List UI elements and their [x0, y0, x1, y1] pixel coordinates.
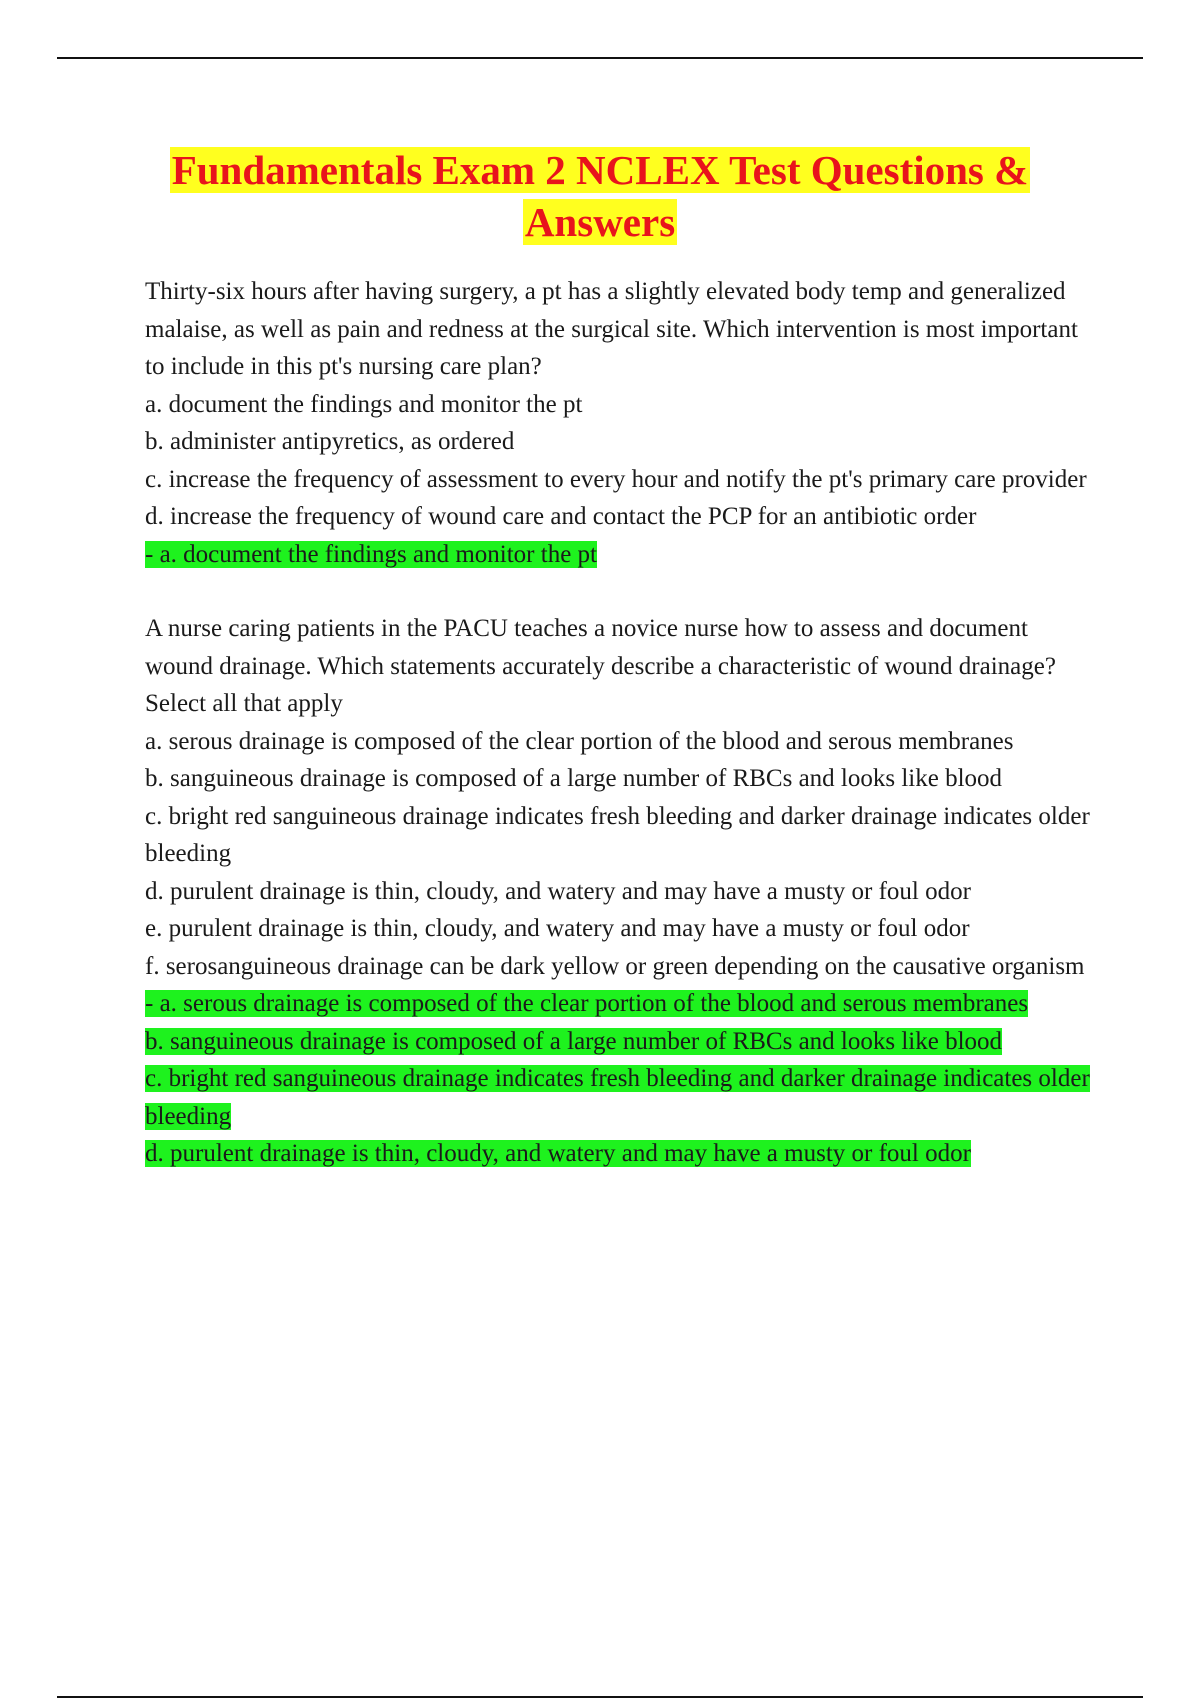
question-2-answer-c: c. bright red sanguineous drainage indicates fresh bleeding and darker drainage indicates older bleeding	[145, 1065, 1090, 1130]
bottom-rule	[57, 1696, 1143, 1698]
question-2	[145, 610, 1090, 1173]
question-2-option-f-line	[145, 948, 1090, 1023]
question-2-answer-b-line	[145, 1023, 1090, 1061]
question-2-option-a: a. serous drainage is composed of the clear portion of the blood and serous membranes	[145, 727, 1014, 755]
question-2-option-e: e. purulent drainage is thin, cloudy, and watery and may have a musty or foul odor	[145, 915, 970, 942]
question-1-option-b: b. administer antipyretics, as ordered	[145, 428, 515, 455]
document-body	[145, 273, 1090, 1210]
question-2-answer-d: d. purulent drainage is thin, cloudy, and watery and may have a musty or foul odor	[145, 1140, 971, 1167]
question-1-option-a: a. document the findings and monitor the pt	[145, 390, 583, 418]
question-2-answer-a: - a. serous drainage is composed of the clear portion of the blood and serous membranes	[145, 990, 1029, 1017]
question-2-option-f: f. serosanguineous drainage can be dark yellow or green depending on the causative organism	[145, 952, 1085, 980]
question-2-answer-d-line	[145, 1135, 1090, 1173]
question-2-answer-b: b. sanguineous drainage is composed of a large number of RBCs and looks like blood	[145, 1027, 1003, 1055]
top-rule	[57, 57, 1143, 59]
question-2-stem: A nurse caring patients in the PACU teaches a novice nurse how to assess and document wound drainage. Which statements accurately describe a characteristic of wound drainage? Select all that apply	[145, 615, 1056, 717]
question-2-option-d: d. purulent drainage is thin, cloudy, and watery and may have a musty or foul odor	[145, 877, 971, 905]
question-1-answer: - a. document the findings and monitor the pt	[145, 540, 597, 568]
question-2-answer-c-line	[145, 1060, 1090, 1135]
question-2-option-b: b. sanguineous drainage is composed of a large number of RBCs and looks like blood	[145, 765, 1003, 792]
question-1-option-c: c. increase the frequency of assessment to every hour and notify the pt's primary care provider	[145, 465, 1087, 493]
question-1-answer-line	[145, 536, 1090, 574]
question-1-option-d: d. increase the frequency of wound care and contact the PCP for an antibiotic order	[145, 503, 977, 530]
page-title-text: Fundamentals Exam 2 NCLEX Test Questions & Answers	[171, 147, 1029, 245]
question-1	[145, 273, 1090, 573]
question-2-option-c: c. bright red sanguineous drainage indicates fresh bleeding and darker drainage indicates older bleeding	[145, 802, 1090, 867]
page-title	[100, 144, 1100, 248]
question-1-stem: Thirty-six hours after having surgery, a pt has a slightly elevated body temp and generalized malaise, as well as pain and redness at the surgical site. Which intervention is most important to include in this pt's nursing care plan?	[145, 278, 1078, 380]
